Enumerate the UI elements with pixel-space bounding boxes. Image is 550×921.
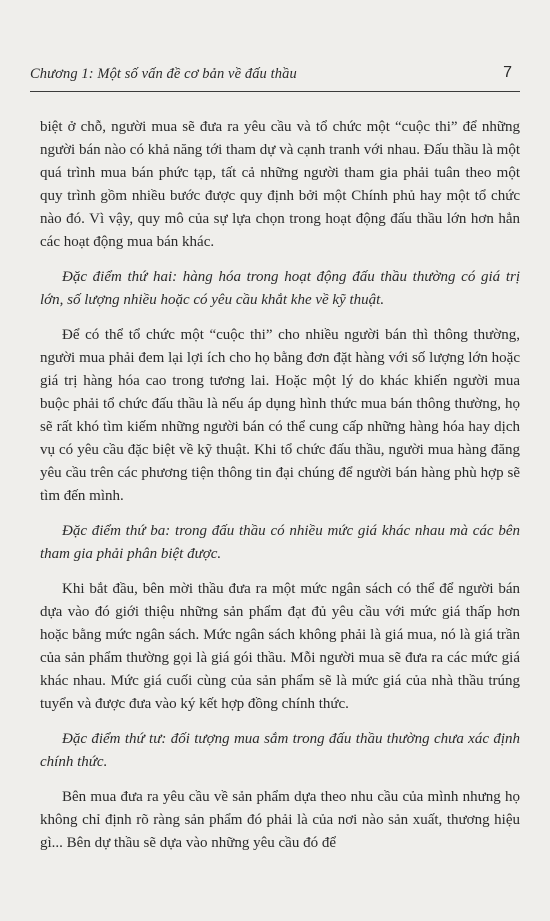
chapter-title: Chương 1: Một số vấn đề cơ bản về đấu thầu	[30, 66, 297, 82]
paragraph-fourth-feature: Bên mua đưa ra yêu cầu về sản phẩm dựa theo nhu cầu của mình nhưng họ không chỉ định rõ ràng sản phẩm đó phải là của nơi nào sản xuất, thương hiệu gì... Bên dự thầu sẽ dựa vào những yêu cầu đó để	[40, 789, 520, 851]
paragraph-continuation: biệt ở chỗ, người mua sẽ đưa ra yêu cầu và tổ chức một “cuộc thi” để những người bán nào có khả năng tới tham dự và cạnh tranh với nhau. Đấu thầu là một quá trình mua bán phức tạp, tất cả những người tham gia phải tuân theo một quy trình gồm nhiều bước được quy định bởi một Chính phủ hay một tổ chức nào đó. Vì vậy, quy mô của sự lựa chọn trong hoạt động đấu thầu lớn hơn hẳn các hoạt động mua bán khác.	[40, 119, 520, 250]
feature-heading-fourth: Đặc điểm thứ tư: đối tượng mua sắm trong đấu thầu thường chưa xác định chính thức.	[40, 731, 520, 770]
body-text	[40, 116, 520, 855]
feature-heading-third: Đặc điểm thứ ba: trong đấu thầu có nhiều mức giá khác nhau mà các bên tham gia phải phân biệt được.	[40, 523, 520, 562]
running-header	[30, 66, 520, 90]
header-rule	[30, 91, 520, 92]
paragraph-third-feature: Khi bắt đầu, bên mời thầu đưa ra một mức ngân sách có thể để người bán dựa vào đó giới thiệu những sản phẩm đạt đủ yêu cầu với mức giá thấp hơn hoặc bằng mức ngân sách. Mức ngân sách không phải là giá mua, nó là giá trần của sản phẩm thường gọi là giá gói thầu. Mỗi người mua sẽ đưa ra các mức giá khác nhau. Mức giá cuối cùng của sản phẩm sẽ là mức giá của nhà thầu trúng tuyển và được đưa vào ký kết hợp đồng chính thức.	[40, 581, 520, 712]
page-number: 7	[503, 64, 512, 81]
paragraph-second-feature: Để có thể tổ chức một “cuộc thi” cho nhiều người bán thì thông thường, người mua phải đem lại lợi ích cho họ bằng đơn đặt hàng với số lượng lớn hoặc giá trị hàng hóa cao trong tương lai. Hoặc một lý do khác khiến người mua buộc phải tổ chức đấu thầu là nếu áp dụng hình thức mua bán thông thường, họ sẽ rất khó tìm kiếm những người bán có thể cung cấp những hàng hóa hay dịch vụ có yêu cầu đặc biệt về kỹ thuật. Khi tổ chức đấu thầu, người mua hàng đăng yêu cầu trên các phương tiện thông tin đại chúng để người bán hàng phù hợp sẽ tìm đến mình.	[40, 327, 520, 504]
feature-heading-second: Đặc điểm thứ hai: hàng hóa trong hoạt động đấu thầu thường có giá trị lớn, số lượng nhiều hoặc có yêu cầu khắt khe về kỹ thuật.	[40, 269, 520, 308]
